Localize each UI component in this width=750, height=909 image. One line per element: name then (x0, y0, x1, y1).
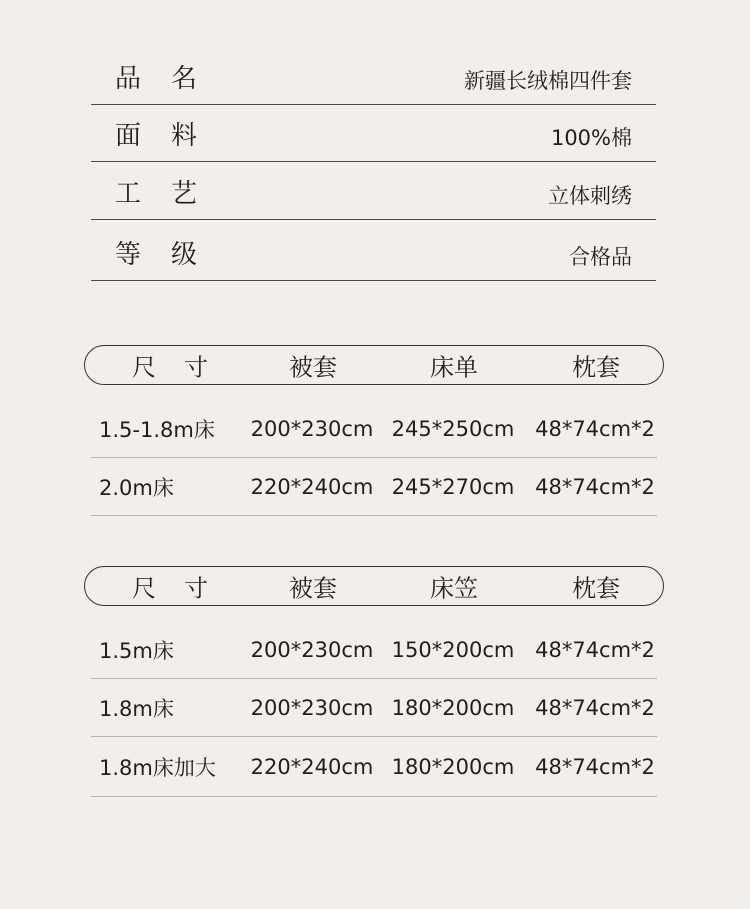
table-row (91, 458, 657, 516)
table-cell: 1.8m床加大 (99, 755, 216, 780)
header-pillowcase: 枕套 (572, 574, 620, 603)
table-cell: 150*200cm (391, 637, 515, 662)
table-row (91, 400, 657, 458)
table-cell: 2.0m床 (99, 475, 174, 500)
table-cell: 1.5-1.8m床 (99, 417, 215, 442)
spec-row-name (91, 48, 656, 105)
table-cell: 48*74cm*2 (535, 754, 655, 779)
table-cell: 245*270cm (391, 474, 515, 499)
table-cell: 220*240cm (250, 474, 374, 499)
spec-row-craft (91, 163, 656, 220)
table-row (91, 621, 657, 679)
table-cell: 1.5m床 (99, 638, 174, 663)
table-cell: 48*74cm*2 (535, 637, 655, 662)
table-row (91, 737, 657, 797)
table-cell: 200*230cm (250, 416, 374, 441)
table-cell: 48*74cm*2 (535, 695, 655, 720)
spec-label: 面料 (115, 121, 228, 151)
table-cell: 200*230cm (250, 637, 374, 662)
header-duvet: 被套 (289, 353, 337, 382)
table-cell: 245*250cm (391, 416, 515, 441)
spec-row-fabric (91, 105, 656, 162)
spec-value: 100%棉 (550, 126, 632, 150)
header-size: 尺寸 (132, 353, 236, 382)
spec-value: 合格品 (569, 245, 632, 269)
table-row (91, 679, 657, 737)
table-cell: 220*240cm (250, 754, 374, 779)
size-table-1-header (84, 345, 664, 385)
header-size: 尺寸 (132, 574, 236, 603)
table-cell: 200*230cm (250, 695, 374, 720)
table-cell: 180*200cm (391, 695, 515, 720)
spec-label: 工艺 (115, 179, 228, 209)
table-cell: 180*200cm (391, 754, 515, 779)
table-cell: 1.8m床 (99, 696, 174, 721)
spec-row-grade (91, 224, 656, 281)
spec-value: 立体刺绣 (548, 184, 632, 208)
spec-label: 等级 (115, 240, 228, 270)
size-table-2-header (84, 566, 664, 606)
header-pillowcase: 枕套 (572, 353, 620, 382)
table-cell: 48*74cm*2 (535, 416, 655, 441)
table-cell: 48*74cm*2 (535, 474, 655, 499)
spec-label: 品名 (115, 64, 228, 94)
header-fitted-sheet: 床笠 (430, 574, 478, 603)
spec-value: 新疆长绒棉四件套 (464, 69, 632, 93)
header-sheet: 床单 (430, 353, 478, 382)
header-duvet: 被套 (289, 574, 337, 603)
